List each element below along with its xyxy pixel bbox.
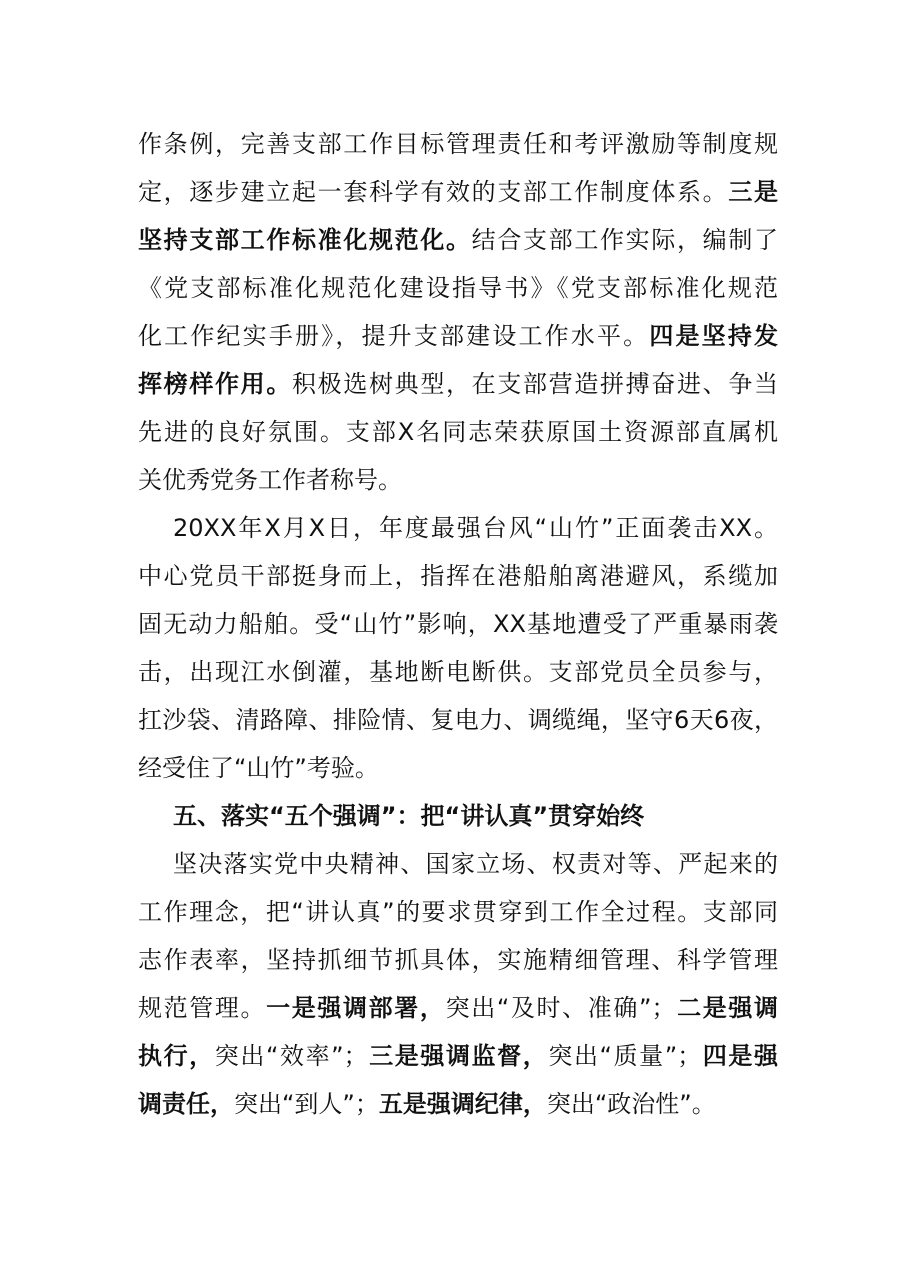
- text-run: 中心党员干部挺身而上，指挥在港船舶离港避风，系缆加: [138, 562, 778, 590]
- text-line: [138, 272, 778, 304]
- text-run: 击，出现江水倒灌，基地断电断供。支部党员全员参与，: [138, 658, 778, 686]
- bold-run: 执行，: [138, 1042, 215, 1070]
- text-line: [138, 752, 778, 784]
- bold-run: 挥榜样作用。: [138, 370, 292, 398]
- text-run: 作条例，完善支部工作目标管理责任和考评激励等制度规: [138, 130, 778, 158]
- text-run: 突出“政治性”。: [546, 1090, 716, 1118]
- text-run: 工作理念，把“讲认真”的要求贯穿到工作全过程。支部同: [138, 898, 778, 926]
- text-line: [138, 1088, 778, 1120]
- text-run: 20XX年X月X日，年度最强台风“山竹”正面袭击XX。: [173, 514, 778, 542]
- text-run: 积极选树典型，在支部营造拼搏奋进、争当: [292, 370, 778, 398]
- text-line: [173, 512, 778, 544]
- text-line: [138, 944, 778, 976]
- text-run: 定，逐步建立起一套科学有效的支部工作制度体系。: [138, 178, 729, 206]
- bold-run: 三是: [728, 178, 779, 206]
- bold-run: 一是强调部署，: [266, 994, 446, 1022]
- text-run: 结合支部工作实际，编制了: [471, 226, 779, 254]
- text-line: [138, 128, 778, 160]
- section-heading: [173, 800, 713, 832]
- text-run: 突出“及时、准确”；: [445, 994, 676, 1022]
- bold-run: 四是坚持发: [649, 322, 779, 350]
- text-line: [173, 848, 778, 880]
- text-line: [138, 320, 778, 352]
- text-line: [138, 560, 778, 592]
- text-run: 志作表率，坚持抓细节抓具体，实施精细管理、科学管理: [138, 946, 778, 974]
- bold-run: 三是强调监督，: [367, 1042, 549, 1070]
- text-run: 经受住了“山竹”考验。: [138, 754, 379, 782]
- text-run: 《党支部标准化规范化建设指导书》《党支部标准化规范: [138, 274, 778, 302]
- text-line: [138, 608, 778, 640]
- text-run: 扛沙袋、清路障、排险情、复电力、调缆绳，坚守6天6夜，: [138, 706, 778, 734]
- bold-run: 坚持支部工作标准化规范化。: [138, 226, 472, 254]
- text-run: 固无动力船舶。受“山竹”影响，XX基地遭受了严重暴雨袭: [138, 610, 778, 638]
- text-run: 突出“效率”；: [214, 1042, 368, 1070]
- bold-run: 调责任，: [138, 1090, 234, 1118]
- text-line: [138, 464, 778, 496]
- text-run: 先进的良好氛围。支部X名同志荣获原国土资源部直属机: [138, 418, 778, 446]
- text-run: 规范管理。: [138, 994, 267, 1022]
- text-run: 突出“质量”；: [548, 1042, 702, 1070]
- text-line: [138, 224, 778, 256]
- text-line: [138, 704, 778, 736]
- text-run: 坚决落实党中央精神、国家立场、权责对等、严起来的: [173, 850, 778, 878]
- text-line: [138, 176, 778, 208]
- text-line: [138, 1040, 778, 1072]
- text-run: 化工作纪实手册》，提升支部建设工作水平。: [138, 322, 650, 350]
- text-line: [138, 368, 778, 400]
- bold-run: 四是强: [701, 1042, 778, 1070]
- text-line: [138, 896, 778, 928]
- text-line: [138, 992, 778, 1024]
- text-run: 关优秀党务工作者称号。: [138, 466, 402, 494]
- text-line: [138, 656, 778, 688]
- bold-run: 二是强调: [675, 994, 779, 1022]
- heading-text: 五、落实“五个强调”：把“讲认真”贯穿始终: [173, 802, 645, 830]
- text-line: [138, 416, 778, 448]
- text-run: 突出“到人”；: [234, 1090, 379, 1118]
- bold-run: 五是强调纪律，: [378, 1090, 547, 1118]
